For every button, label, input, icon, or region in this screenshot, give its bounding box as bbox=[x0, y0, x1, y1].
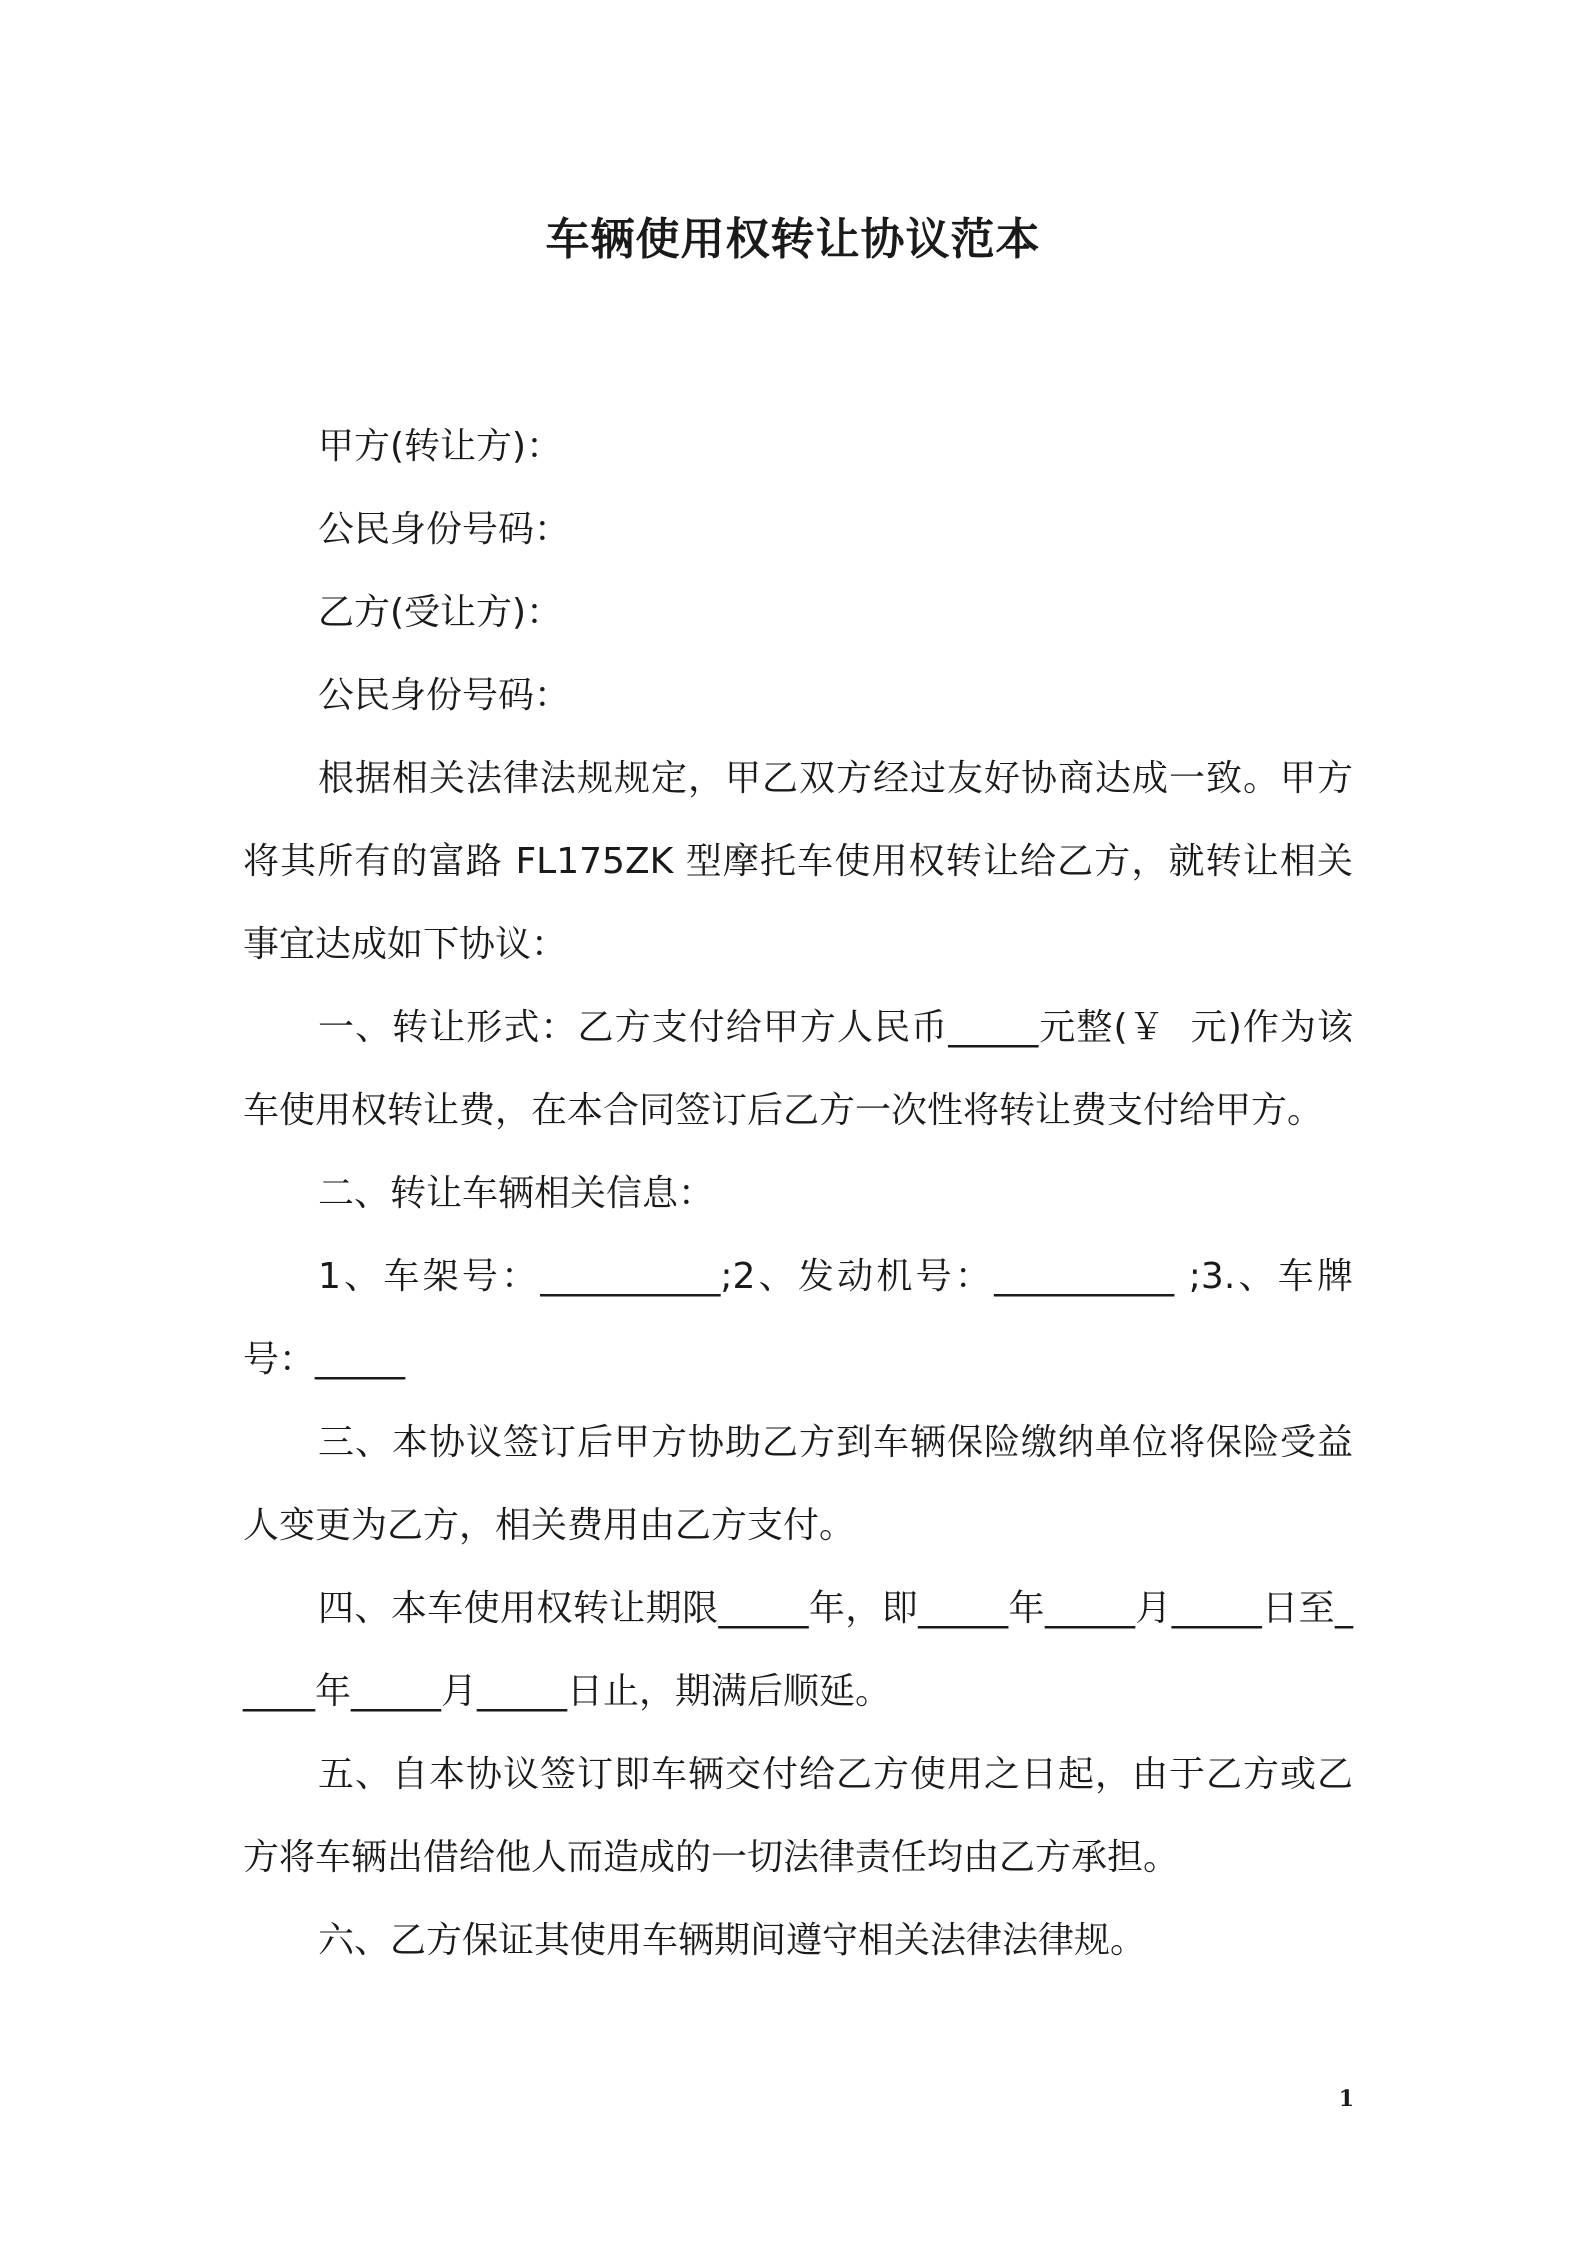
party-b-line: 乙方(受让方)： bbox=[318, 592, 563, 633]
clause-3-paragraph: 三、本协议签订后甲方协助乙方到车辆保险缴纳单位将保险受益人变更为乙方，相关费用由乙方支付。 bbox=[243, 1422, 1353, 1546]
party-a-line: 甲方(转让方)： bbox=[318, 426, 563, 467]
clause-5-paragraph: 五、自本协议签订即车辆交付给乙方使用之日起，由于乙方或乙方将车辆出借给他人而造成的一切法律责任均由乙方承担。 bbox=[243, 1754, 1353, 1878]
clause-1-paragraph: 一、转让形式：乙方支付给甲方人民币_____元整(￥ 元)作为该车使用权转让费，在本合同签订后乙方一次性将转让费支付给甲方。 bbox=[243, 1007, 1353, 1131]
party-a-id-line: 公民身份号码： bbox=[318, 509, 571, 550]
clause-4-paragraph: 四、本车使用权转让期限_____年，即_____年_____月_____日至_____年_____月_____日止，期满后顺延。 bbox=[243, 1588, 1353, 1712]
party-b-id-line: 公民身份号码： bbox=[318, 675, 571, 716]
document-title: 车辆使用权转让协议范本 bbox=[545, 214, 1041, 265]
clause-6-paragraph: 六、乙方保证其使用车辆期间遵守相关法律法律规。 bbox=[318, 1920, 1147, 1961]
clause-2-heading: 二、转让车辆相关信息： bbox=[318, 1173, 715, 1214]
preamble-paragraph: 根据相关法律法规规定，甲乙双方经过友好协商达成一致。甲方将其所有的富路 FL175ZK 型摩托车使用权转让给乙方，就转让相关事宜达成如下协议： bbox=[243, 758, 1353, 965]
document-body bbox=[243, 405, 1353, 1982]
vehicle-info-paragraph: 1、车架号：__________;2、发动机号：__________ ;3.、车牌号：_____ bbox=[243, 1256, 1353, 1380]
page-number: 1 bbox=[1338, 2086, 1354, 2112]
